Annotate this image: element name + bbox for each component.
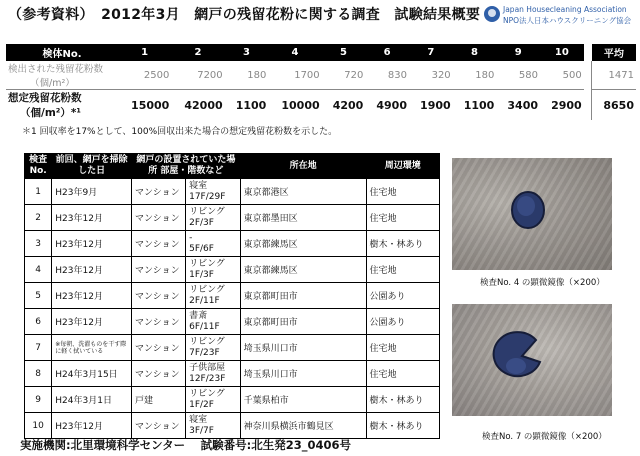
inspection-no: 10	[25, 413, 52, 439]
building-type: マンション	[131, 283, 185, 309]
room-name: リビング	[189, 388, 225, 399]
detail-header-row	[25, 154, 440, 179]
detected-pollen-row	[6, 61, 636, 90]
address: 東京都墨田区	[240, 205, 366, 231]
last-cleaned-date	[52, 283, 132, 309]
building-type: マンション	[131, 205, 185, 231]
detected-average: 1471	[592, 61, 636, 90]
summary-header-row	[6, 44, 636, 61]
environment: 公園あり	[366, 283, 439, 309]
room-name: リビング	[189, 336, 225, 347]
sample-no-8: 8	[453, 44, 497, 61]
inspection-no: 9	[25, 387, 52, 413]
last-cleaned-date	[52, 413, 132, 439]
inspection-no: 6	[25, 309, 52, 335]
sample-no-6: 6	[365, 44, 409, 61]
detail-row	[25, 257, 440, 283]
sample-no-7: 7	[409, 44, 453, 61]
header-environment: 周辺環境	[366, 154, 439, 179]
address: 東京都練馬区	[240, 231, 366, 257]
cleaning-date: H23年12月	[55, 292, 103, 302]
sample-no-4: 4	[268, 44, 321, 61]
last-cleaned-date	[52, 205, 132, 231]
floor-info: 17F/29F	[189, 191, 226, 202]
inspection-no: 7	[25, 335, 52, 361]
sample-no-9: 9	[496, 44, 540, 61]
estimated-value-8: 1100	[463, 98, 495, 112]
environment: 樹木・林あり	[366, 413, 439, 439]
room-floor	[186, 179, 241, 205]
address: 埼玉県川口市	[240, 335, 366, 361]
detected-value-8: 180	[453, 61, 497, 90]
estimated-value-1: 15000	[131, 98, 170, 112]
detected-pollen-label-main: 検出された残留花粉数	[8, 64, 104, 75]
last-cleaned-date	[52, 361, 132, 387]
column-gap	[584, 90, 592, 121]
building-type: マンション	[131, 413, 185, 439]
detail-row	[25, 205, 440, 231]
inspection-no: 3	[25, 231, 52, 257]
building-type: マンション	[131, 179, 185, 205]
estimated-pollen-label	[6, 90, 118, 121]
detail-row	[25, 387, 440, 413]
address: 神奈川県横浜市鶴見区	[240, 413, 366, 439]
detected-value-7: 320	[409, 61, 453, 90]
detected-pollen-label-unit: （個/m²）	[30, 78, 75, 89]
building-type: 戸建	[131, 387, 185, 413]
estimated-value-4: 10000	[281, 98, 320, 112]
last-cleaned-date	[52, 257, 132, 283]
estimated-value-2: 42000	[184, 98, 223, 112]
last-cleaned-date	[52, 309, 132, 335]
room-name: リビング	[189, 206, 225, 217]
floor-info: 5F/6F	[189, 243, 214, 254]
sample-no-10: 10	[540, 44, 584, 61]
detected-value-1: 2500	[118, 61, 171, 90]
header-location: 網戸の設置されていた場所 部屋・階数など	[131, 154, 240, 179]
caption-no7: 検査No. 7 の顕微鏡像（×200）	[482, 432, 607, 442]
room-floor	[186, 205, 241, 231]
building-type: マンション	[131, 257, 185, 283]
estimated-average: 8650	[592, 90, 636, 121]
room-name: リビング	[189, 284, 225, 295]
detail-row	[25, 179, 440, 205]
pollen-grain-open	[452, 304, 612, 416]
cleaning-note: ※毎朝、洗濯ものを干す際に軽く拭いている	[55, 340, 127, 355]
detected-value-9: 580	[496, 61, 540, 90]
detected-value-5: 720	[322, 61, 366, 90]
address: 埼玉県川口市	[240, 361, 366, 387]
environment: 住宅地	[366, 179, 439, 205]
address: 東京都町田市	[240, 283, 366, 309]
header-last-cleaned: 前回、網戸を掃除した日	[52, 154, 132, 179]
footer-institution: 実施機関:北里環境科学センター 試験番号:北生発23_0406号	[20, 438, 351, 452]
address: 東京都町田市	[240, 309, 366, 335]
microscope-image-no7	[452, 304, 612, 416]
floor-info: 7F/23F	[189, 347, 220, 358]
address: 千葉県柏市	[240, 387, 366, 413]
sample-no-1: 1	[118, 44, 171, 61]
room-name: 寝室	[189, 414, 208, 425]
cleaning-date: H23年12月	[55, 240, 103, 250]
floor-info: 6F/11F	[189, 321, 220, 332]
floor-info: 2F/3F	[189, 217, 214, 228]
estimated-value-3: 1100	[235, 98, 267, 112]
environment: 樹木・林あり	[366, 231, 439, 257]
association-logo	[484, 4, 636, 26]
building-type: マンション	[131, 231, 185, 257]
room-floor	[186, 361, 241, 387]
detail-row	[25, 231, 440, 257]
detected-value-3: 180	[225, 61, 269, 90]
estimated-value-5: 4200	[332, 98, 364, 112]
column-gap	[584, 61, 592, 90]
sample-no-header: 検体No.	[6, 44, 118, 61]
summary-table	[6, 44, 636, 120]
estimated-pollen-label-main: 想定残留花粉数	[8, 92, 82, 104]
sample-no-3: 3	[225, 44, 269, 61]
header-inspection-no: 検査No.	[25, 154, 52, 179]
last-cleaned-date	[52, 387, 132, 413]
room-floor	[186, 283, 241, 309]
detail-row	[25, 413, 440, 439]
room-floor	[186, 335, 241, 361]
page-title: （参考資料） 2012年3月 網戸の残留花粉に関する調査 試験結果概要	[8, 7, 481, 23]
address: 東京都練馬区	[240, 257, 366, 283]
environment: 住宅地	[366, 335, 439, 361]
inspection-no: 1	[25, 179, 52, 205]
inspection-no: 8	[25, 361, 52, 387]
environment: 住宅地	[366, 257, 439, 283]
inspection-no: 4	[25, 257, 52, 283]
floor-info: 2F/11F	[189, 295, 220, 306]
estimated-value-10: 2900	[551, 98, 582, 112]
address: 東京都港区	[240, 179, 366, 205]
last-cleaned-date	[52, 231, 132, 257]
room-name: -	[189, 232, 193, 243]
floor-info: 1F/2F	[189, 399, 214, 410]
room-name: 書斎	[189, 310, 208, 321]
inspection-no: 2	[25, 205, 52, 231]
room-name: リビング	[189, 258, 225, 269]
detected-pollen-label	[6, 61, 118, 90]
detected-value-10: 500	[540, 61, 584, 90]
detail-table	[24, 153, 440, 439]
cleaning-date: H23年12月	[55, 266, 103, 276]
cleaning-date: H23年9月	[55, 188, 98, 198]
detail-row	[25, 283, 440, 309]
cleaning-date: H24年3月1日	[55, 396, 112, 406]
caption-no4: 検査No. 4 の顕微鏡像（×200）	[480, 278, 605, 288]
room-floor	[186, 231, 241, 257]
building-type: マンション	[131, 335, 185, 361]
floor-info: 1F/3F	[189, 269, 214, 280]
cleaning-date: H24年3月15日	[55, 370, 118, 380]
room-floor	[186, 257, 241, 283]
environment: 公園あり	[366, 309, 439, 335]
column-gap	[584, 44, 592, 61]
estimated-value-6: 4900	[376, 98, 407, 112]
detected-value-4: 1700	[268, 61, 321, 90]
detected-value-2: 7200	[171, 61, 224, 90]
sample-no-5: 5	[322, 44, 366, 61]
estimated-value-7: 1900	[420, 98, 451, 112]
building-type: マンション	[131, 361, 185, 387]
average-header: 平均	[592, 44, 636, 61]
estimated-pollen-row	[6, 90, 636, 121]
microscope-image-no4	[452, 158, 612, 270]
pollen-grain-intact	[452, 158, 612, 270]
footnote: ＊1 回収率を17%として、100%回収出来た場合の想定残留花粉数を示した。	[22, 127, 338, 137]
building-type: マンション	[131, 309, 185, 335]
header-address: 所在地	[240, 154, 366, 179]
sample-no-2: 2	[171, 44, 224, 61]
inspection-no: 5	[25, 283, 52, 309]
last-cleaned-date	[52, 335, 132, 361]
room-floor	[186, 309, 241, 335]
detected-value-6: 830	[365, 61, 409, 90]
estimated-pollen-label-unit: （個/m²）*¹	[20, 107, 81, 119]
cleaning-date: H23年12月	[55, 214, 103, 224]
room-floor	[186, 387, 241, 413]
room-name: 寝室	[189, 180, 208, 191]
cleaning-date: H23年12月	[55, 318, 103, 328]
environment: 住宅地	[366, 205, 439, 231]
room-floor	[186, 413, 241, 439]
floor-info: 3F/7F	[189, 425, 214, 436]
cleaning-date: H23年12月	[55, 422, 103, 432]
logo-english-name: Japan Housecleaning Association	[503, 5, 627, 14]
detail-row	[25, 309, 440, 335]
logo-japanese-name: NPO法人日本ハウスクリーニング協会	[503, 16, 632, 25]
association-logo-icon	[484, 6, 500, 22]
last-cleaned-date	[52, 179, 132, 205]
room-name: 子供部屋	[189, 362, 226, 373]
floor-info: 12F/23F	[189, 373, 226, 384]
detail-row	[25, 335, 440, 361]
environment: 樹木・林あり	[366, 387, 439, 413]
detail-row	[25, 361, 440, 387]
estimated-value-9: 3400	[507, 98, 539, 112]
environment: 住宅地	[366, 361, 439, 387]
